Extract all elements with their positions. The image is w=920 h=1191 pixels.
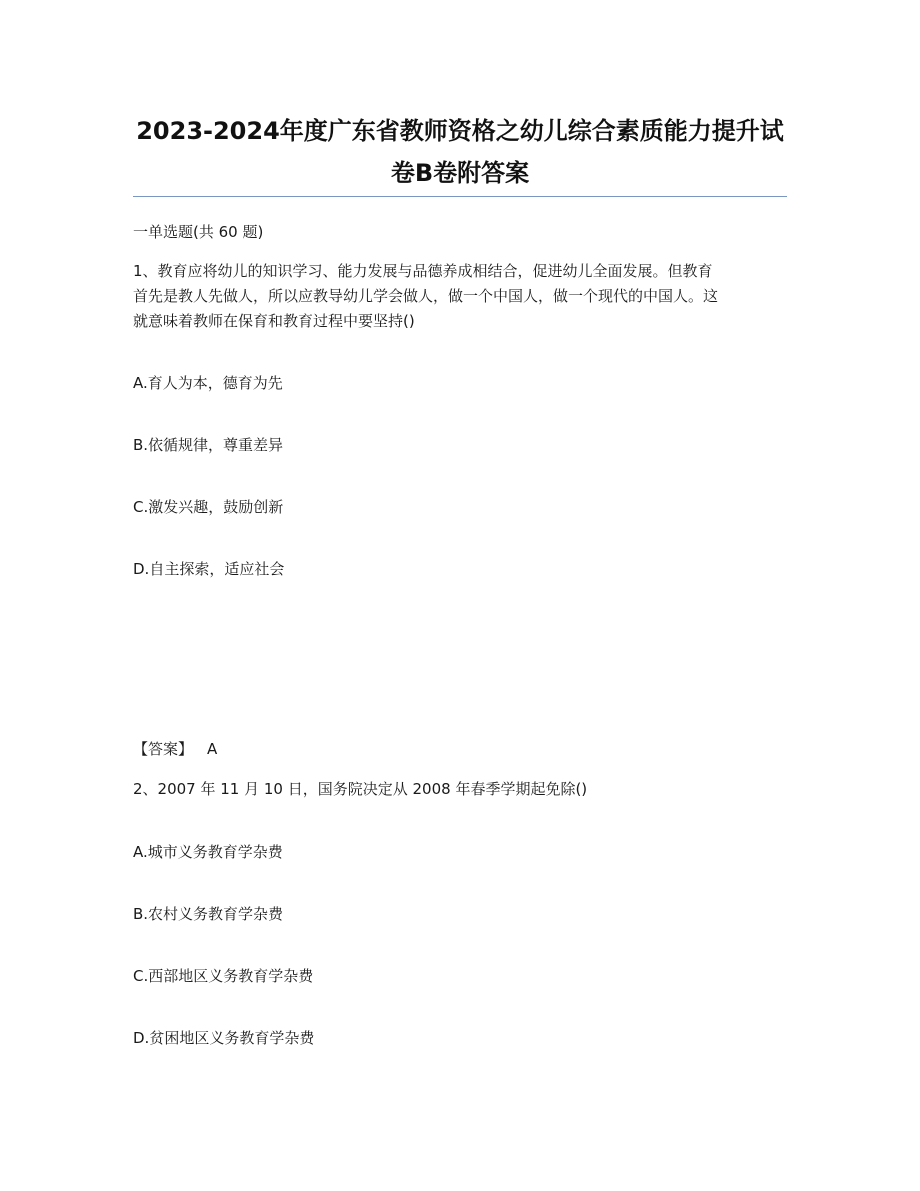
section-heading: 一单选题(共 60 题) — [133, 223, 264, 241]
answer-label: 【答案】 — [133, 740, 194, 758]
question-1-stem — [133, 259, 793, 334]
question-1-option-b: B.依循规律，尊重差异 — [133, 436, 284, 454]
question-2-option-c: C.西部地区义务教育学杂费 — [133, 967, 314, 985]
document-title-line-1: 2023-2024年度广东省教师资格之幼儿综合素质能力提升试 — [136, 117, 784, 145]
question-2-option-d: D.贫困地区义务教育学杂费 — [133, 1029, 315, 1047]
document-title — [120, 110, 800, 194]
title-divider — [133, 196, 787, 197]
question-2-stem: 2、2007 年 11 月 10 日，国务院决定从 2008 年春季学期起免除() — [133, 780, 588, 798]
question-1-stem-line-3: 就意味着教师在保育和教育过程中要坚持() — [133, 312, 415, 330]
question-1-option-c: C.激发兴趣，鼓励创新 — [133, 498, 284, 516]
question-1-option-d: D.自主探索，适应社会 — [133, 560, 285, 578]
question-1-option-a: A.育人为本，德育为先 — [133, 374, 283, 392]
question-2-option-a: A.城市义务教育学杂费 — [133, 843, 283, 861]
document-title-line-2: 卷B卷附答案 — [390, 159, 530, 187]
answer-value: A — [207, 740, 218, 758]
question-2-option-b: B.农村义务教育学杂费 — [133, 905, 284, 923]
question-1-stem-line-1: 1、教育应将幼儿的知识学习、能力发展与品德养成相结合，促进幼儿全面发展。但教育 — [133, 262, 713, 280]
question-1-answer — [133, 740, 217, 758]
question-1-stem-line-2: 首先是教人先做人，所以应教导幼儿学会做人，做一个中国人，做一个现代的中国人。这 — [133, 287, 719, 305]
